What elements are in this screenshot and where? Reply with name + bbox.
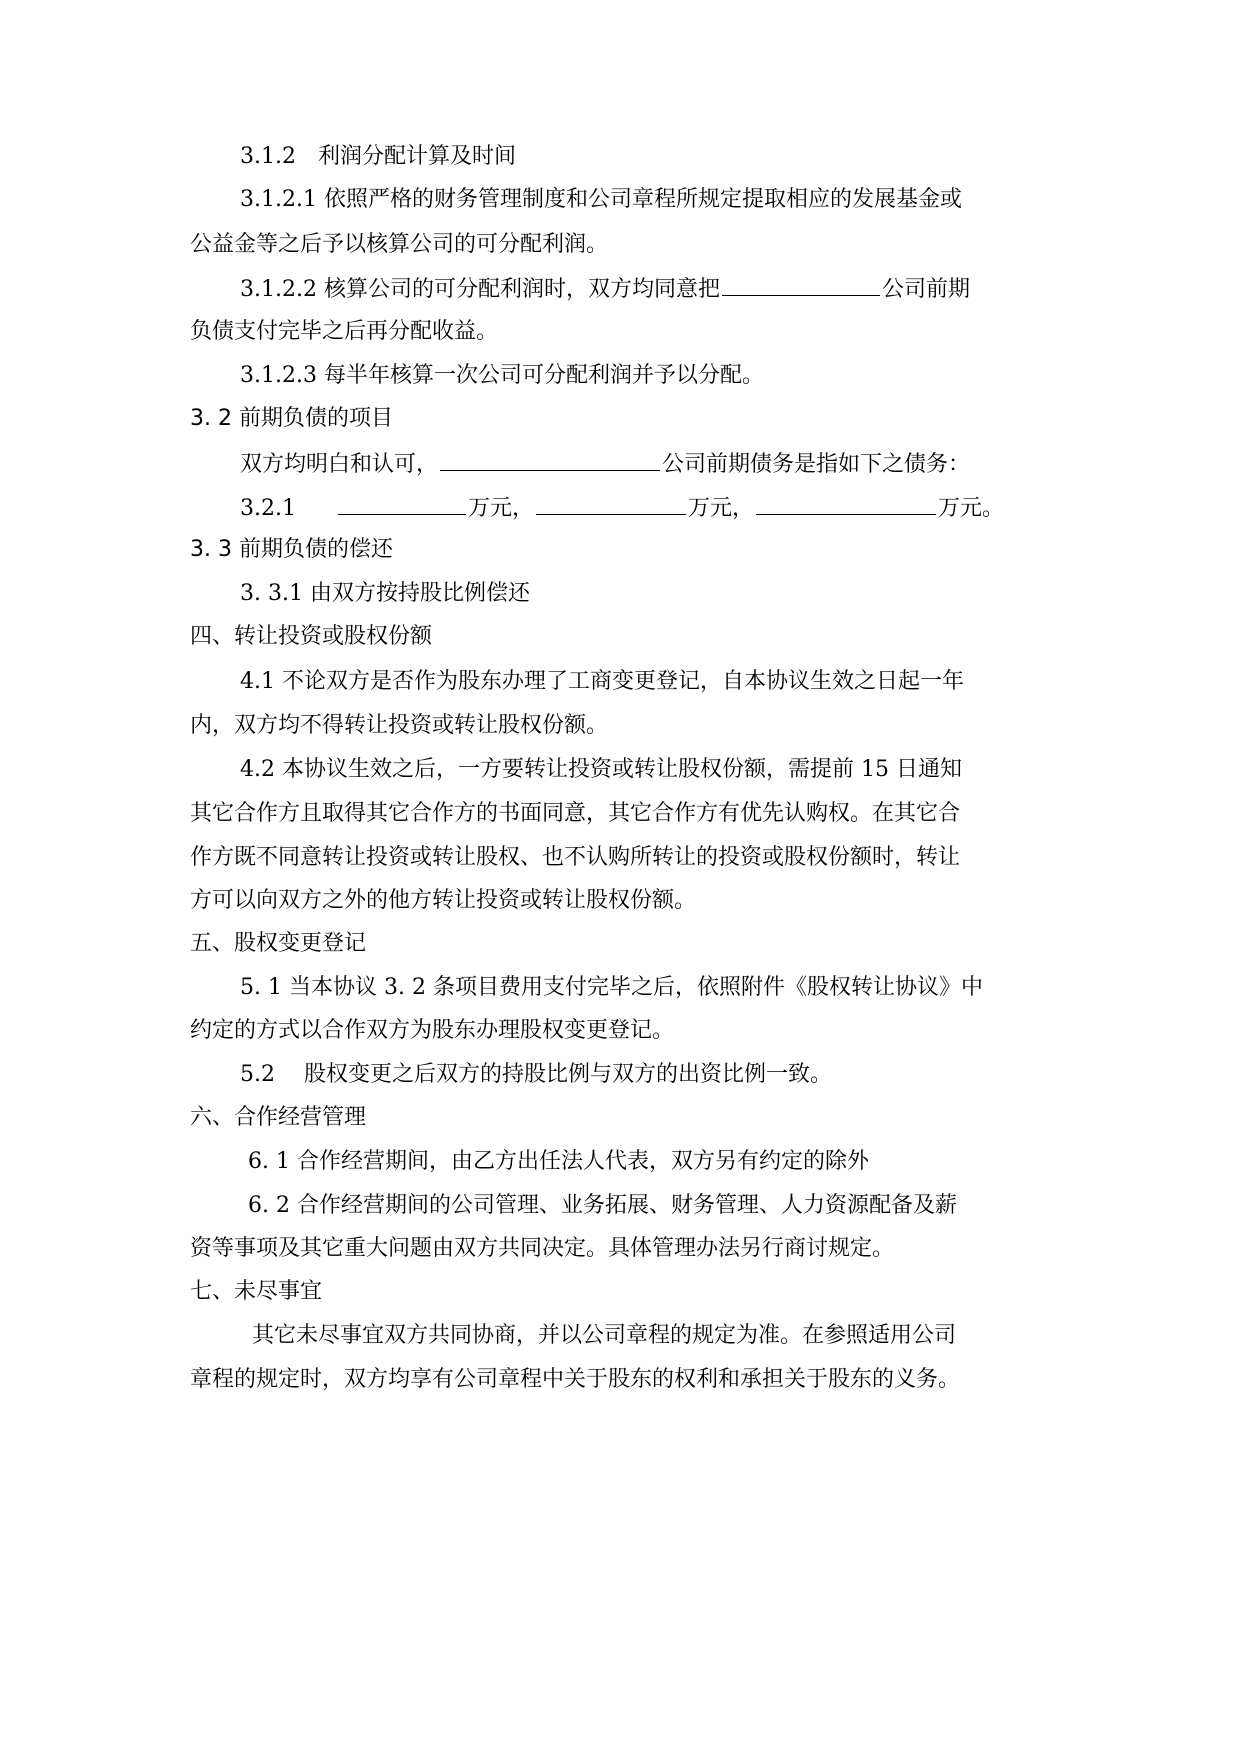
clause-text: 公司前期债务是指如下之债务： xyxy=(662,452,971,477)
clause-3-2-intro xyxy=(190,448,1060,478)
clause-3-1-2-2-line2: 负债支付完毕之后再分配收益。 xyxy=(190,319,499,344)
clause-3-1-2-2-line1 xyxy=(190,273,1060,303)
clause-5-1-line1: 5. 1 当本协议 3. 2 条项目费用支付完毕之后，依照附件《股权转让协议》中 xyxy=(240,975,983,1000)
section-heading-3-2: 3. 2 前期负债的项目 xyxy=(190,406,393,431)
clause-6-1: 6. 1 合作经营期间，由乙方出任法人代表，双方另有约定的除外 xyxy=(248,1149,869,1174)
clause-4-1-line2: 内，双方均不得转让投资或转让股权份额。 xyxy=(190,713,609,738)
clause-3-1-2-title: 3.1.2 利润分配计算及时间 xyxy=(240,144,516,169)
clause-4-2-line4: 方可以向双方之外的他方转让投资或转让股权份额。 xyxy=(190,888,697,913)
fill-in-blank[interactable] xyxy=(722,273,880,296)
clause-7-line1: 其它未尽事宜双方共同协商，并以公司章程的规定为准。在参照适用公司 xyxy=(252,1323,957,1348)
clause-3-3-1: 3. 3.1 由双方按持股比例偿还 xyxy=(240,581,530,606)
clause-3-2-1 xyxy=(190,492,1060,522)
unit-label: 万元， xyxy=(467,496,534,521)
section-heading-4: 四、转让投资或股权份额 xyxy=(190,624,433,649)
fill-in-blank[interactable] xyxy=(756,492,936,515)
clause-3-1-2-1-line1: 3.1.2.1 依照严格的财务管理制度和公司章程所规定提取相应的发展基金或 xyxy=(240,187,962,212)
clause-4-1-line1: 4.1 不论双方是否作为股东办理了工商变更登记，自本协议生效之日起一年 xyxy=(240,669,964,694)
unit-label: 万元， xyxy=(688,496,755,521)
clause-5-1-line2: 约定的方式以合作双方为股东办理股权变更登记。 xyxy=(190,1018,675,1043)
clause-3-1-2-1-line2: 公益金等之后予以核算公司的可分配利润。 xyxy=(190,232,609,257)
section-heading-6: 六、合作经营管理 xyxy=(190,1105,367,1130)
section-heading-3-3: 3. 3 前期负债的偿还 xyxy=(190,537,393,562)
section-heading-5: 五、股权变更登记 xyxy=(190,931,367,956)
clause-3-1-2-3: 3.1.2.3 每半年核算一次公司可分配利润并予以分配。 xyxy=(240,363,764,388)
clause-5-2: 5.2 股权变更之后双方的持股比例与双方的出资比例一致。 xyxy=(240,1062,832,1087)
clause-4-2-line2: 其它合作方且取得其它合作方的书面同意，其它合作方有优先认购权。在其它合 xyxy=(190,801,961,826)
fill-in-blank[interactable] xyxy=(536,492,686,515)
clause-6-2-line1: 6. 2 合作经营期间的公司管理、业务拓展、财务管理、人力资源配备及薪 xyxy=(248,1193,957,1218)
clause-text: 3.1.2.2 核算公司的可分配利润时，双方均同意把 xyxy=(240,277,720,302)
clause-4-2-line1: 4.2 本协议生效之后，一方要转让投资或转让股权份额，需提前 15 日通知 xyxy=(240,757,962,782)
clause-4-2-line3: 作方既不同意转让投资或转让股权、也不认购所转让的投资或股权份额时，转让 xyxy=(190,845,961,870)
clause-6-2-line2: 资等事项及其它重大问题由双方共同决定。具体管理办法另行商讨规定。 xyxy=(190,1236,895,1261)
clause-7-line2: 章程的规定时，双方均享有公司章程中关于股东的权利和承担关于股东的义务。 xyxy=(190,1367,961,1392)
section-heading-7: 七、未尽事宜 xyxy=(190,1279,323,1304)
fill-in-blank[interactable] xyxy=(338,492,466,515)
clause-text: 公司前期 xyxy=(881,277,970,302)
clause-text: 双方均明白和认可， xyxy=(240,452,439,477)
fill-in-blank[interactable] xyxy=(440,448,660,471)
unit-label: 万元。 xyxy=(938,496,1005,521)
clause-number: 3.2.1 xyxy=(240,496,296,521)
